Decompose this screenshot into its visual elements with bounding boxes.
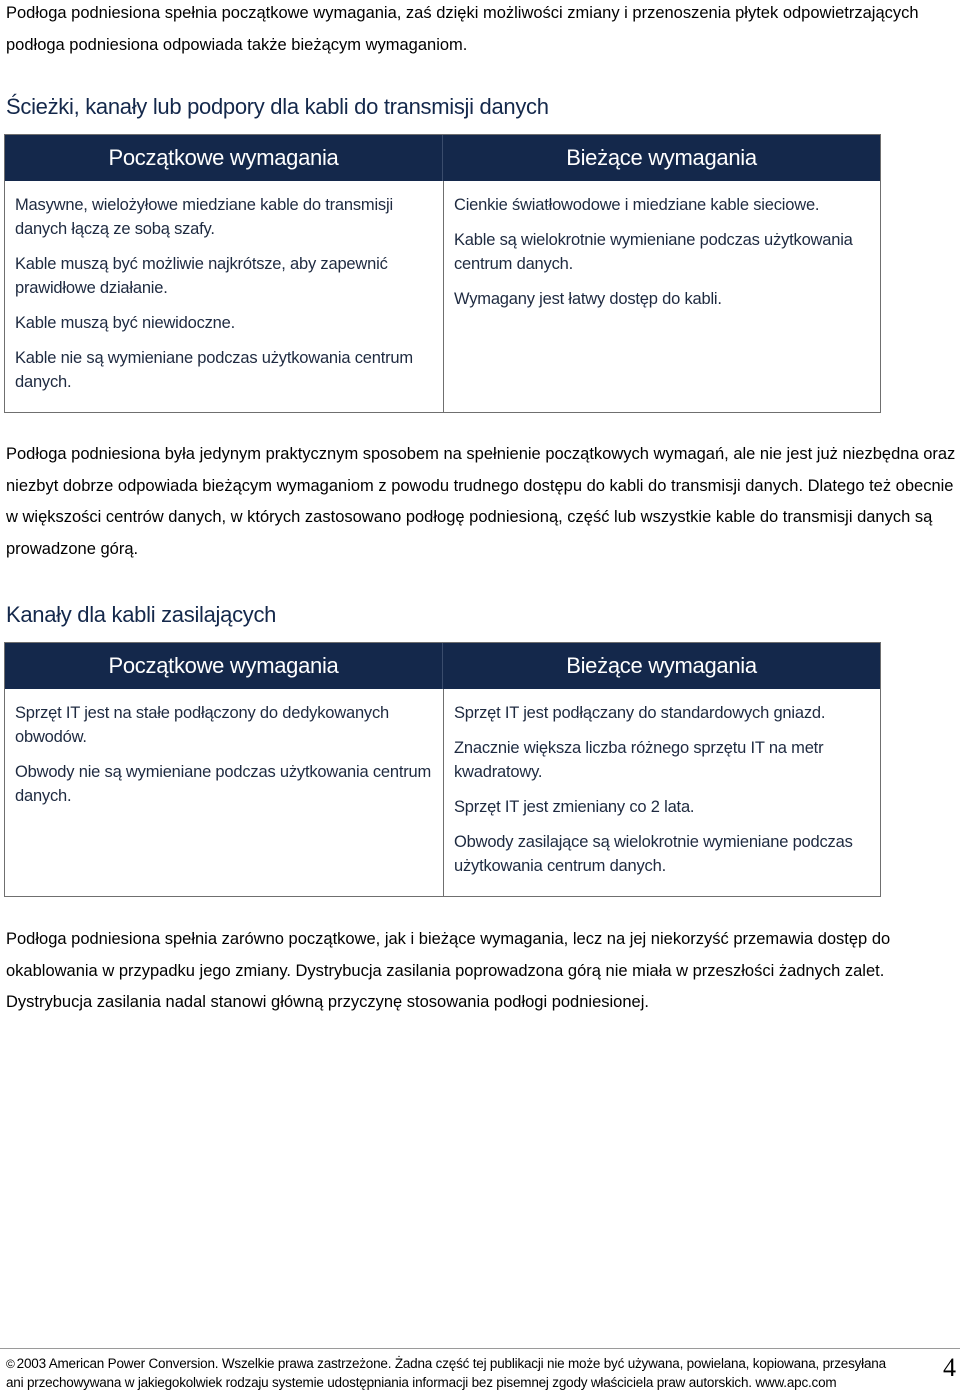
list-item: Sprzęt IT jest zmieniany co 2 lata. xyxy=(454,798,695,816)
section-title-data-cables: Ścieżki, kanały lub podpory dla kabli do transmisji danych xyxy=(6,94,549,119)
table-header-row xyxy=(5,135,880,181)
list-item: Cienkie światłowodowe i miedziane kable sieciowe. xyxy=(454,196,820,214)
list-item: Sprzęt IT jest na stałe podłączony do dedykowanych obwodów. xyxy=(15,704,390,746)
column-header-current: Bieżące wymagania xyxy=(442,643,880,689)
list-item: Kable muszą być niewidoczne. xyxy=(15,314,236,332)
section-title-power-cables: Kanały dla kabli zasilających xyxy=(6,602,277,627)
footer-copyright-line xyxy=(6,1354,886,1374)
list-item: Kable są wielokrotnie wymieniane podczas użytkowania centrum danych. xyxy=(454,231,853,273)
data-cables-requirements-table xyxy=(4,134,881,413)
footer-text-line-2: ani przechowywana w jakiegokolwiek rodzaju systemie udostępniania informacji bez pisemnej zgody właściciela praw autorskich. www.apc.com xyxy=(6,1375,837,1390)
list-item: Kable nie są wymieniane podczas użytkowania centrum danych. xyxy=(15,349,413,391)
table-body-row xyxy=(5,689,880,896)
page-number: 4 xyxy=(943,1353,956,1382)
list-item: Masywne, wielożyłowe miedziane kable do transmisji danych łączą ze sobą szafy. xyxy=(15,196,393,238)
footer-text-line-1: 2003 American Power Conversion. Wszelkie prawa zastrzeżone. Żadna część tej publikacji nie może być używana, powielana, kopiowana, przesyłana xyxy=(16,1356,886,1371)
page-footer xyxy=(0,1348,960,1393)
column-header-initial: Początkowe wymagania xyxy=(108,653,339,678)
body-paragraph-3: Podłoga podniesiona spełnia zarówno początkowe, jak i bieżące wymagania, lecz na jej niekorzyść przemawia dostęp do okablowania w przypadku jego zmiany. Dystrybucja zasilania poprowadzona górą nie miała w przeszłości żadnych zalet. Dystrybucja zasilania nadal stanowi główną przyczynę stosowania podłogi podniesionej. xyxy=(6,930,891,1011)
current-requirements-cell xyxy=(443,181,880,412)
initial-requirements-cell xyxy=(5,689,443,896)
list-item: Znacznie większa liczba różnego sprzętu IT na metr kwadratowy. xyxy=(454,739,824,781)
table-header-row xyxy=(5,643,880,689)
list-item: Obwody zasilające są wielokrotnie wymieniane podczas użytkowania centrum danych. xyxy=(454,833,853,875)
column-header-initial: Początkowe wymagania xyxy=(108,145,339,170)
initial-requirements-cell xyxy=(5,181,443,412)
current-requirements-cell xyxy=(443,689,880,896)
copyright-icon: © xyxy=(6,1357,15,1371)
table-body-row xyxy=(5,181,880,412)
list-item: Wymagany jest łatwy dostęp do kabli. xyxy=(454,290,722,308)
power-cables-requirements-table xyxy=(4,642,881,897)
intro-paragraph: Podłoga podniesiona spełnia początkowe wymagania, zaś dzięki możliwości zmiany i przenoszenia płytek odpowietrzających podłoga podniesiona odpowiada także bieżącym wymaganiom. xyxy=(6,4,919,54)
list-item: Kable muszą być możliwie najkrótsze, aby zapewnić prawidłowe działanie. xyxy=(15,255,388,297)
list-item: Sprzęt IT jest podłączany do standardowych gniazd. xyxy=(454,704,826,722)
body-paragraph-2: Podłoga podniesiona była jedynym praktycznym sposobem na spełnienie początkowych wymagań, ale nie jest już niezbędna oraz niezbyt dobrze odpowiada bieżącym wymaganiom z powodu trudnego dostępu do kabli do transmisji danych. Dlatego też obecnie w większości centrów danych, w których zastosowano podłogę podniesioną, część lub wszystkie kable do transmisji danych są prowadzone górą. xyxy=(6,445,956,558)
list-item: Obwody nie są wymieniane podczas użytkowania centrum danych. xyxy=(15,763,432,805)
column-header-current: Bieżące wymagania xyxy=(442,135,880,181)
